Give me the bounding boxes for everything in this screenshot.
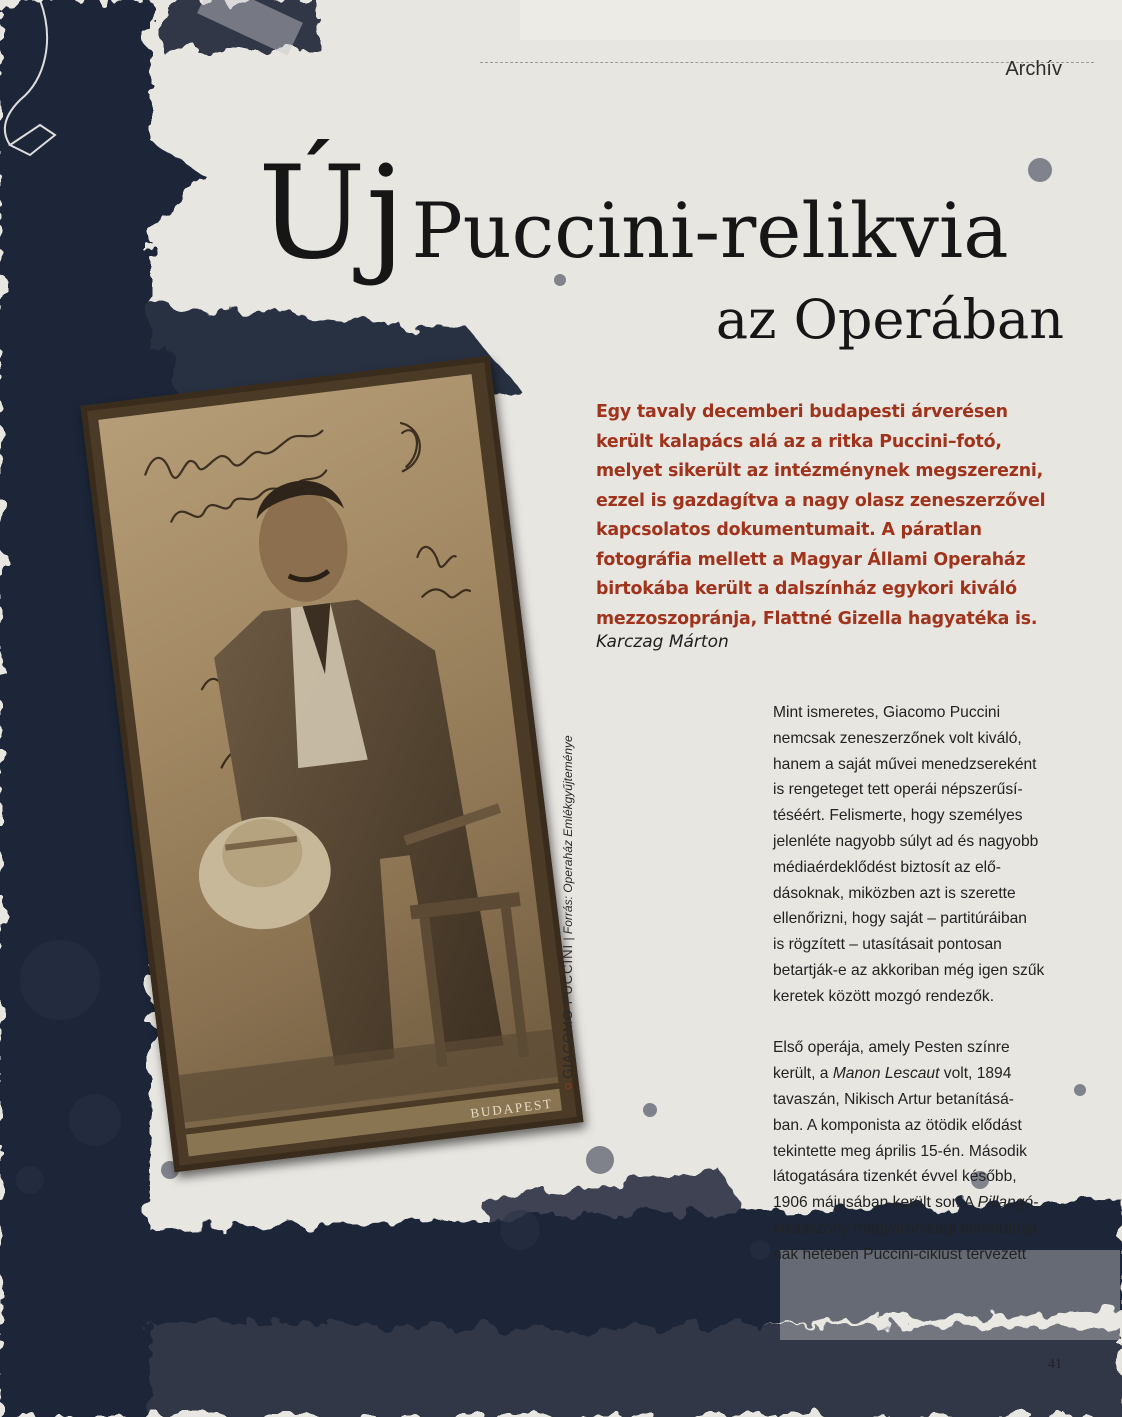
body-line: hanem a saját művei menedzsereként bbox=[773, 755, 1037, 773]
body-line: betartják-e az akkoriban még igen szűk bbox=[773, 961, 1045, 979]
body-text bbox=[773, 700, 1073, 1293]
opera-title-kisasszony: kisasszony bbox=[773, 1219, 850, 1237]
body-paragraph-1 bbox=[773, 700, 1073, 1010]
body-line: jelenléte nagyobb súlyt ad és nagyobb bbox=[773, 832, 1039, 850]
body-line: ban. A komponista az ötödik elődást bbox=[773, 1116, 1022, 1134]
header-rule bbox=[480, 62, 1094, 64]
opera-title-pillango: Pillangó- bbox=[977, 1194, 1039, 1212]
opera-title-manon-lescaut: Manon Lescaut bbox=[832, 1065, 940, 1083]
body-line: kisasszony magyarországi bemutatójá- bbox=[773, 1219, 1043, 1237]
credit-separator: | bbox=[561, 937, 575, 941]
puccini-portrait-illustration bbox=[98, 374, 557, 1123]
credit-bullet-icon: ○ bbox=[560, 1082, 575, 1090]
body-line: médiaérdeklődést biztosít az elő- bbox=[773, 858, 1001, 876]
photo-studio-imprint: BUDAPEST bbox=[469, 1095, 554, 1121]
body-paragraph-2 bbox=[773, 1035, 1073, 1267]
body-line: került, a Manon Lescaut volt, 1894 bbox=[773, 1065, 1012, 1083]
body-line: látogatására tizenkét évvel később, bbox=[773, 1168, 1017, 1186]
article-title bbox=[258, 139, 1078, 288]
body-line: Első operája, amely Pesten színre bbox=[773, 1039, 1010, 1057]
body-line: nak hetében Puccini-ciklust tervezett bbox=[773, 1245, 1027, 1263]
title-rest: Puccini-relikvia bbox=[411, 186, 1009, 275]
body-line: tekintette meg április 15-én. Második bbox=[773, 1142, 1027, 1160]
body-line: keretek között mozgó rendezők. bbox=[773, 987, 995, 1005]
photo-credit bbox=[560, 735, 575, 1090]
body-line: Mint ismeretes, Giacomo Puccini bbox=[773, 704, 1001, 721]
title-first-word: Új bbox=[258, 139, 406, 288]
page-number: 41 bbox=[1048, 1357, 1062, 1372]
body-line: téséért. Felismerte, hogy személyes bbox=[773, 807, 1023, 825]
author-byline: Karczag Márton bbox=[596, 632, 729, 652]
credit-subject: GIACOMO PUCCINI bbox=[560, 943, 575, 1079]
photo-image bbox=[98, 374, 558, 1129]
body-line: tavaszán, Nikisch Artur betanításá- bbox=[773, 1090, 1014, 1108]
section-label: Archív bbox=[1005, 58, 1062, 80]
article-subtitle: az Operában bbox=[715, 288, 1064, 351]
body-line: is rögzített – utasításait pontosan bbox=[773, 936, 1002, 954]
body-line: ellenőrizni, hogy saját – partitúráiban bbox=[773, 910, 1027, 928]
credit-source: Forrás: Operaház Emlékgyűjteménye bbox=[561, 735, 575, 935]
body-line: 1906 májusában került sor. A Pillangó- bbox=[773, 1194, 1039, 1212]
body-line: nemcsak zeneszerzőnek volt kiváló, bbox=[773, 729, 1022, 747]
body-line: is rengeteget tett operái népszerűsí- bbox=[773, 781, 1023, 799]
body-line: dásoknak, miközben azt is szerette bbox=[773, 884, 1016, 902]
lead-paragraph: Egy tavaly decemberi budapesti árverésen került kalapács alá az a ritka Puccini–fotó, melyet sikerült az intézménynek megszerezni, ezzel is gazdagítva a nagy olasz zeneszerzővel kapcsolatos dokumentumait. A páratlan fotográfia mellett a Magyar Állami Operaház birtokába került a dalszínház egykori kiváló mezzoszopránja, Flattné Gizella hagyatéka is. bbox=[596, 402, 1046, 629]
